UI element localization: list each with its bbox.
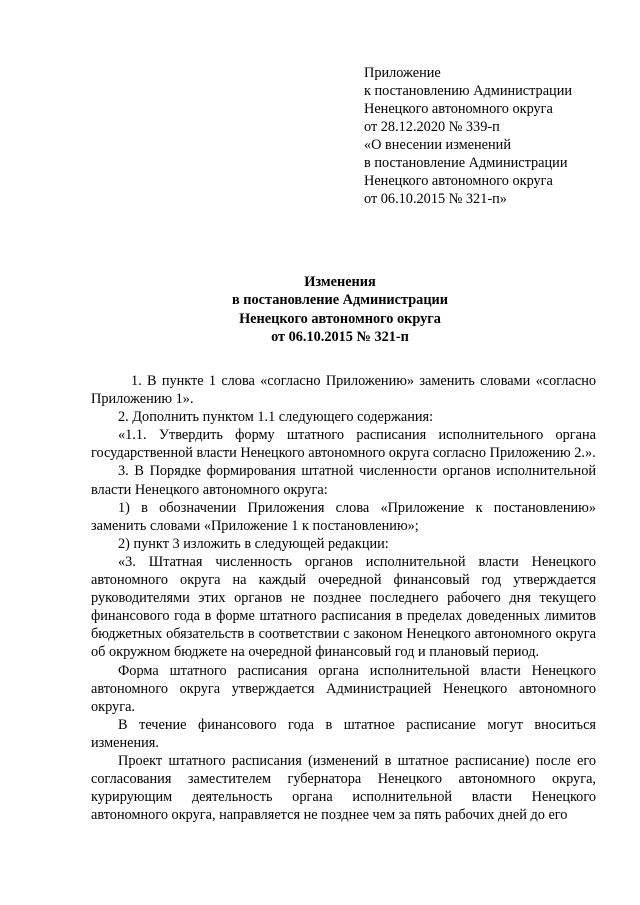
paragraph: Форма штатного расписания органа исполнительной власти Ненецкого автономного округа утверждается Администрацией Ненецкого автономного округа. xyxy=(91,662,596,715)
paragraph: 1. В пункте 1 слова «согласно Приложению» заменить словами «согласно Приложению 1». xyxy=(91,373,596,408)
title-line: Ненецкого автономного округа xyxy=(239,310,441,327)
title-line: в постановление Администрации xyxy=(231,292,449,309)
paragraph: 2. Дополнить пунктом 1.1 следующего содержания: xyxy=(118,409,434,426)
document-body xyxy=(91,372,596,824)
appendix-line: в постановление Администрации xyxy=(364,155,568,171)
paragraph: Проект штатного расписания (изменений в штатное расписание) после его согласования заместителем губернатора Ненецкого автономного округа, курирующим деятельность органа исполнительной власти Ненецкого автономного округа, направляется не позднее чем за пять рабочих дней до его xyxy=(91,752,596,824)
appendix-line: к постановлению Администрации xyxy=(364,83,573,99)
document-title xyxy=(90,273,590,346)
appendix-line: Ненецкого автономного округа xyxy=(364,101,553,117)
paragraph: 2) пункт 3 изложить в следующей редакции: xyxy=(118,535,389,552)
appendix-line: от 06.10.2015 № 321-п» xyxy=(364,191,507,207)
appendix-line: «О внесении изменений xyxy=(364,137,511,153)
paragraph: «3. Штатная численность органов исполнительной власти Ненецкого автономного округа на каждый очередной финансовый год утверждается руководителями этих органов не позднее последнего рабочего дня текущего финансового года в форме штатного расписания в пределах доведенных лимитов бюджетных обязательств в соответствии с законом Ненецкого автономного округа об окружном бюджете на очередной финансовый год и плановый период. xyxy=(91,553,596,661)
appendix-line: Приложение xyxy=(364,65,441,81)
paragraph: 3. В Порядке формирования штатной численности органов исполнительной власти Ненецкого автономного округа: xyxy=(91,463,596,498)
paragraph: В течение финансового года в штатное расписание могут вноситься изменения. xyxy=(91,716,596,751)
paragraph: 1) в обозначении Приложения слова «Приложение к постановлению» заменить словами «Приложение 1 к постановлению»; xyxy=(91,499,596,534)
appendix-line: Ненецкого автономного округа xyxy=(364,173,553,189)
appendix-line: от 28.12.2020 № 339-п xyxy=(364,119,500,135)
appendix-header xyxy=(364,64,604,208)
title-line: Изменения xyxy=(304,274,376,290)
title-line: от 06.10.2015 № 321-п xyxy=(271,328,409,345)
paragraph: «1.1. Утвердить форму штатного расписания исполнительного органа государственной власти Ненецкого автономного округа согласно Приложению 2.». xyxy=(91,427,596,462)
